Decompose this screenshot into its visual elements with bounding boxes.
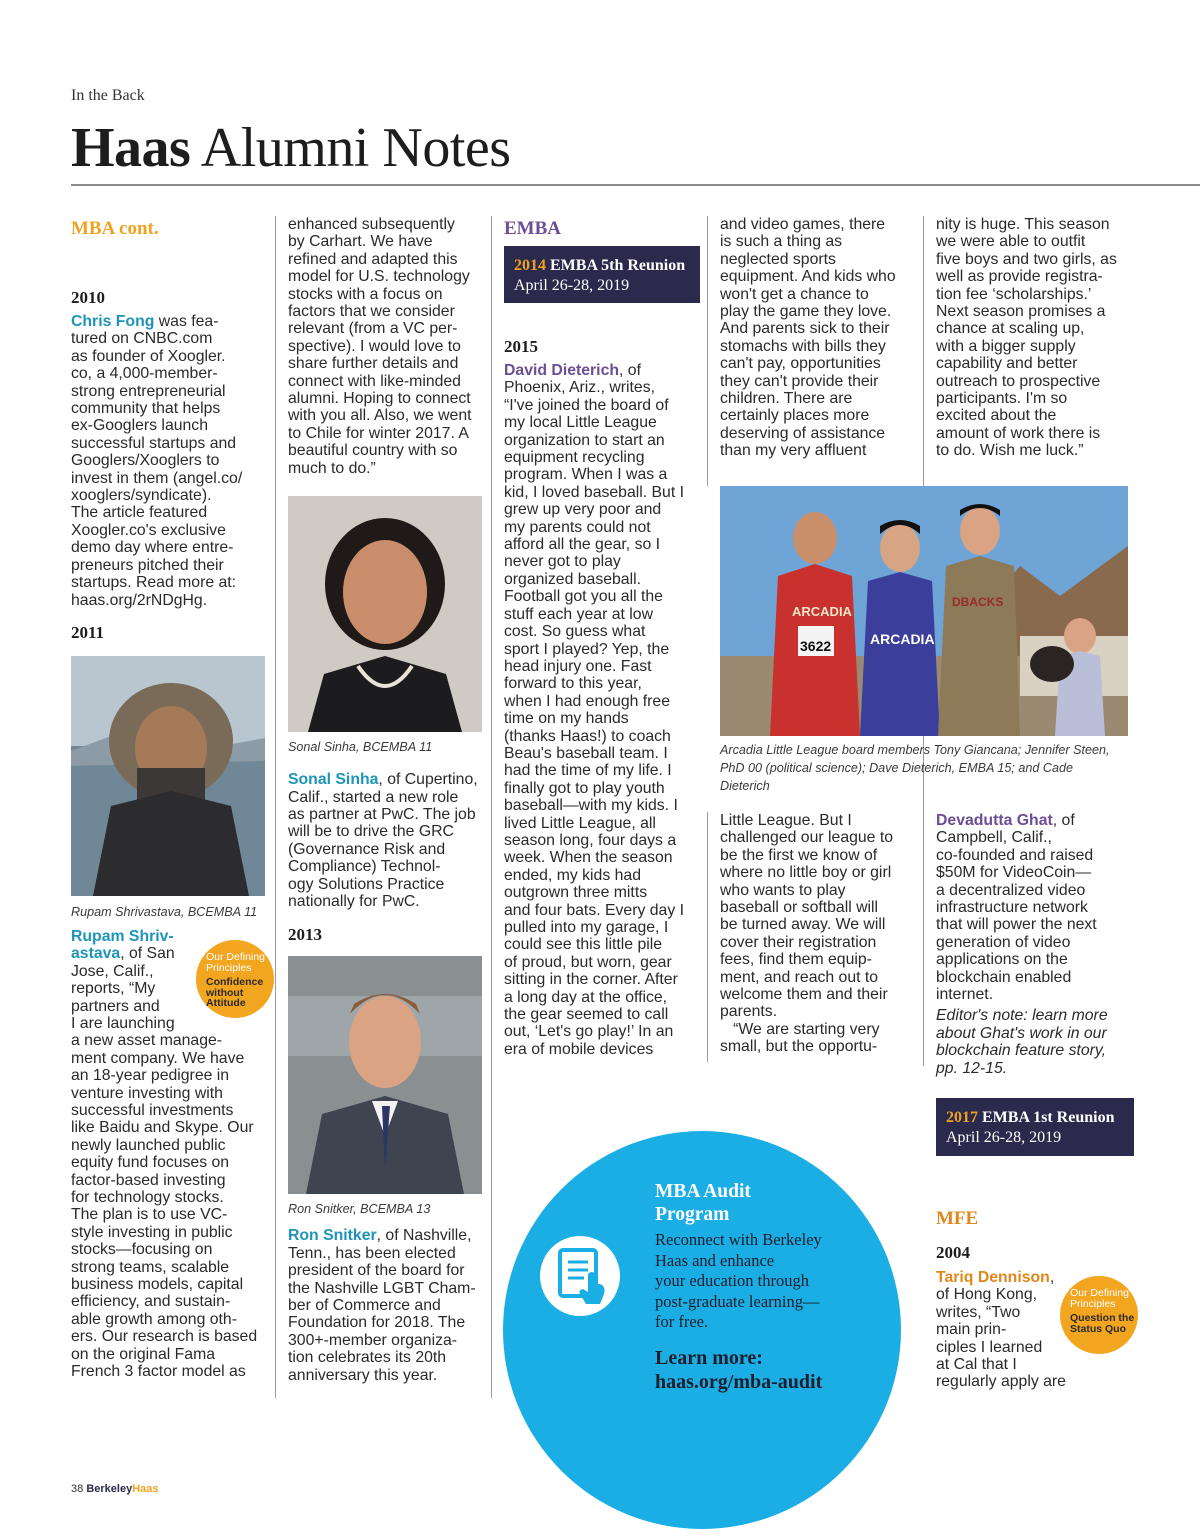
note-line: be the first we know of xyxy=(720,846,878,864)
note-line: The article featured xyxy=(71,504,208,522)
note-line: Googlers/Xooglers to xyxy=(71,452,220,470)
note-line: factors that we consider xyxy=(288,303,455,321)
header-rule xyxy=(71,184,1200,186)
note-line: on the original Fama xyxy=(71,1345,216,1363)
note-line: deserving of assistance xyxy=(720,424,886,442)
photo-caption: Arcadia Little League board members Tony Giancana; Jennifer Steen, PhD 00 (political science); Dave Dieterich, EMBA 15; and Cade Dieterich xyxy=(720,743,1110,793)
note-line: newly launched public xyxy=(71,1136,226,1154)
note-line: co-founded and raised xyxy=(936,846,1094,864)
magazine-brand-accent: Haas xyxy=(132,1483,159,1495)
note-line: who wants to play xyxy=(720,881,846,899)
photo-caption: Ron Snitker, BCEMBA 13 xyxy=(288,1202,431,1217)
note-line: ber of Commerce and xyxy=(288,1296,441,1314)
note-line: demo day where entre- xyxy=(71,539,234,557)
note-line: startups. Read more at: xyxy=(71,574,237,592)
note-line: baseball—with my kids. I xyxy=(504,797,678,815)
note-line: stocks with a focus on xyxy=(288,285,443,303)
note-line: than my very affluent xyxy=(720,442,867,460)
note-line: play the game they love. xyxy=(720,303,892,321)
note-line: $50M for VideoCoin— xyxy=(936,864,1092,882)
note-line: Next season promises a xyxy=(936,303,1106,321)
note-line: co, a 4,000-member- xyxy=(71,365,218,383)
note-line: and video games, there xyxy=(720,216,886,233)
note-line: is such a thing as xyxy=(720,233,843,251)
section-title-mba: MBA cont. xyxy=(71,218,159,239)
note-line: to do. Wish me luck.” xyxy=(936,442,1084,460)
note-line: tured on CNBC.com xyxy=(71,330,213,348)
note-line: like Baidu and Skype. Our xyxy=(71,1119,254,1137)
note-line: stocks—focusing on xyxy=(71,1241,213,1259)
principles-badge xyxy=(196,940,274,1018)
portrait-illustration xyxy=(288,956,482,1194)
note-line: had the time of my life. I xyxy=(504,762,672,780)
note-line: blockchain feature story, xyxy=(936,1042,1107,1060)
column-rule xyxy=(275,216,276,1398)
note-line: venture investing with xyxy=(71,1084,223,1102)
column-4 xyxy=(720,216,916,460)
promo-line: post-graduate learning— xyxy=(655,1291,820,1311)
note-line: fees, find them equip- xyxy=(720,951,872,969)
note-line: era of mobile devices xyxy=(504,1040,654,1058)
note-line: my parents could not xyxy=(504,518,651,536)
note-line: outgrown three mitts xyxy=(504,884,648,902)
photo-caption: Rupam Shrivastava, BCEMBA 11 xyxy=(71,904,258,919)
note-line: invest in them (angel.co/ xyxy=(71,469,243,487)
promo-line: your education through xyxy=(655,1271,809,1290)
note-line: strong entrepreneurial xyxy=(71,382,226,400)
jersey-text: ARCADIA xyxy=(870,631,935,647)
note-line: amount of work there is xyxy=(936,424,1101,442)
note-line: organized baseball. xyxy=(504,570,642,588)
note-text: , xyxy=(1049,1269,1055,1286)
note-line: (Governance Risk and xyxy=(288,840,446,858)
note-line: with a bigger supply xyxy=(936,337,1076,355)
note-line: share further details and xyxy=(288,355,459,373)
badge-principle: Question the Status Quo xyxy=(1070,1312,1135,1335)
note-text: , of Cupertino, xyxy=(378,771,478,789)
note-line: cover their registration xyxy=(720,933,877,951)
note-line: strong teams, scalable xyxy=(71,1258,230,1276)
note-text: , of Nashville, xyxy=(376,1227,472,1245)
group-photo-illustration xyxy=(720,486,1128,736)
note-line: excited about the xyxy=(936,407,1057,425)
section-title-mfe: MFE xyxy=(936,1208,979,1229)
reunion-year: 2017 xyxy=(946,1109,978,1126)
note-line: Beau's baseball team. I xyxy=(504,744,668,762)
column-2 xyxy=(288,216,484,1384)
note-line: much to do.” xyxy=(288,459,376,477)
column-rule xyxy=(491,216,492,1398)
year-heading: 2010 xyxy=(71,288,105,307)
note-line: equipment recycling xyxy=(504,449,645,467)
photo-sonal-sinha xyxy=(288,496,482,732)
note-text: , of San xyxy=(120,945,175,963)
note-line: sport I played? Yep, the xyxy=(504,640,670,658)
note-line: factor-based investing xyxy=(71,1171,226,1189)
note-line: capability and better xyxy=(936,355,1078,373)
note-line: 300+-member organiza- xyxy=(288,1331,458,1349)
photo-ron-snitker xyxy=(288,956,482,1194)
alumni-name: Tariq Dennison xyxy=(936,1269,1050,1286)
page-title xyxy=(71,116,511,180)
note-line: nationally for PwC. xyxy=(288,892,420,910)
photo-arcadia-little-league xyxy=(720,486,1128,736)
badge-label: Our Defining Principles xyxy=(1070,1287,1129,1310)
column-3 xyxy=(504,216,700,240)
portrait-illustration xyxy=(288,496,482,732)
section-kicker: In the Back xyxy=(71,87,145,104)
badge-label: Our Defining Principles xyxy=(206,951,265,974)
note-line: enhanced subsequently xyxy=(288,216,455,233)
note-line: well as provide registra- xyxy=(936,268,1103,286)
column-3-body xyxy=(504,337,700,1058)
note-line: will be to drive the GRC xyxy=(288,823,454,841)
note-line: could see this little pile xyxy=(504,936,663,954)
promo-body xyxy=(655,1230,855,1333)
note-line: main prin- xyxy=(936,1321,1007,1339)
note-line: able growth among oth- xyxy=(71,1310,237,1328)
note-line: week. When the season xyxy=(504,849,673,867)
note-line: time on my hands xyxy=(504,710,629,728)
note-line: reports, “My xyxy=(71,980,156,998)
alumni-name: Rupam Shriv- xyxy=(71,927,174,945)
note-sonal-sinha xyxy=(288,771,484,910)
reunion-banner-2017 xyxy=(936,1098,1134,1156)
race-bib-number: 3622 xyxy=(800,638,832,654)
editors-note xyxy=(936,1007,1136,1077)
note-line: a new asset manage- xyxy=(71,1032,223,1050)
note-line: neglected sports xyxy=(720,250,836,268)
note-line: five boys and two girls, as xyxy=(936,250,1117,268)
note-line: regularly apply are xyxy=(936,1373,1066,1391)
note-line: my local Little League xyxy=(504,414,657,432)
note-line: forward to this year, xyxy=(504,675,642,693)
note-line: grew up very poor and xyxy=(504,501,662,519)
note-line: small, but the opportu- xyxy=(720,1038,878,1056)
note-line: applications on the xyxy=(936,951,1068,969)
document-tap-icon-graphic xyxy=(540,1236,620,1316)
note-line: equity fund focuses on xyxy=(71,1154,230,1172)
note-line: at Cal that I xyxy=(936,1356,1017,1374)
reunion-label: EMBA 1st Reunion xyxy=(978,1109,1115,1126)
note-line: never got to play xyxy=(504,553,621,571)
note-line: haas.org/2rNDgHg. xyxy=(71,591,208,609)
promo-line: Haas and enhance xyxy=(655,1250,775,1270)
note-line: a long day at the office, xyxy=(504,988,668,1006)
page-title-light: Alumni Notes xyxy=(190,117,511,179)
note-line: ogy Solutions Practice xyxy=(288,875,445,893)
note-line: infrastructure network xyxy=(936,899,1088,917)
promo-title-line: Program xyxy=(655,1204,730,1225)
note-line: beautiful country with so xyxy=(288,442,458,460)
note-line: Tenn., has been elected xyxy=(288,1244,456,1262)
column-4-lower xyxy=(720,812,916,1056)
promo-cta-label: Learn more: xyxy=(655,1347,763,1369)
note-line: welcome them and their xyxy=(720,986,888,1004)
promo-title xyxy=(655,1180,751,1226)
note-text: , of xyxy=(619,362,641,379)
note-line: as partner at PwC. The job xyxy=(288,805,476,823)
note-line: the Nashville LGBT Cham- xyxy=(288,1279,476,1297)
note-line: xooglers/syndicate). xyxy=(71,487,212,505)
note-line: Editor's note: learn more xyxy=(936,1007,1108,1025)
promo-cta-url[interactable]: haas.org/mba-audit xyxy=(655,1371,823,1393)
note-line: ment, and reach out to xyxy=(720,968,879,986)
note-david-dieterich xyxy=(504,362,700,1058)
note-line: participants. I'm so xyxy=(936,390,1068,408)
note-text: , of xyxy=(1052,812,1075,829)
note-line: where no little boy or girl xyxy=(720,864,892,882)
note-line: model for U.S. technology xyxy=(288,268,470,286)
reunion-label: EMBA 5th Reunion xyxy=(546,257,686,274)
magazine-brand: Berkeley xyxy=(86,1483,133,1495)
note-line: relevant (from a VC per- xyxy=(288,320,458,338)
jersey-text: DBACKS xyxy=(952,595,1004,609)
note-line: stomachs with bills they xyxy=(720,337,886,355)
note-line: children. There are xyxy=(720,390,853,408)
note-line: equipment. And kids who xyxy=(720,268,896,286)
note-line: And parents sick to their xyxy=(720,320,890,338)
note-text: was fea- xyxy=(158,313,219,330)
note-line: Jose, Calif., xyxy=(71,962,154,980)
portrait-illustration xyxy=(71,656,265,896)
note-ron-snitker xyxy=(288,1227,484,1384)
note-line: community that helps xyxy=(71,400,221,418)
note-line: Xoogler.co's exclusive xyxy=(71,521,226,539)
note-line: a decentralized video xyxy=(936,881,1086,899)
note-continued xyxy=(288,216,484,477)
note-line: by Carhart. We have xyxy=(288,233,433,251)
promo-title-line: MBA Audit xyxy=(655,1181,751,1202)
note-line: and four bats. Every day I xyxy=(504,901,685,919)
reunion-banner-2014 xyxy=(504,246,700,303)
page-footer xyxy=(71,1483,158,1495)
note-line: that will power the next xyxy=(936,916,1097,934)
note-line: successful startups and xyxy=(71,434,237,452)
note-line: style investing in public xyxy=(71,1223,233,1241)
note-line: nity is huge. This season xyxy=(936,216,1110,233)
note-line: partners and xyxy=(71,997,160,1015)
note-line: they can't provide their xyxy=(720,372,879,390)
note-line: business models, capital xyxy=(71,1276,244,1294)
note-line: ciples I learned xyxy=(936,1338,1043,1356)
note-line: successful investments xyxy=(71,1101,234,1119)
note-line: kid, I loved baseball. But I xyxy=(504,483,685,501)
note-line: anniversary this year. xyxy=(288,1366,438,1384)
column-rule xyxy=(707,216,708,486)
note-line: of proud, but worn, gear xyxy=(504,953,672,971)
note-line: tion celebrates its 20th xyxy=(288,1349,447,1367)
note-line: spective). I would love to xyxy=(288,337,461,355)
note-line: to Chile for winter 2017. A xyxy=(288,424,469,442)
year-heading: 2015 xyxy=(504,337,538,356)
column-5 xyxy=(936,216,1136,460)
note-line: “We are starting very xyxy=(720,1020,880,1038)
note-line: ers. Our research is based xyxy=(71,1328,258,1346)
note-line: Campbell, Calif., xyxy=(936,829,1052,847)
note-line: tion fee ‘scholarships.’ xyxy=(936,285,1092,303)
note-line: when I had enough free xyxy=(504,692,670,710)
note-line: the gear seemed to call xyxy=(504,1006,669,1024)
page-title-bold: Haas xyxy=(71,117,191,179)
note-line: won't get a chance to xyxy=(720,285,869,303)
column-1 xyxy=(71,216,267,1380)
note-line: preneurs pitched their xyxy=(71,556,224,574)
note-line: I are launching xyxy=(71,1014,175,1032)
principles-badge xyxy=(1060,1276,1138,1354)
promo-line: for free. xyxy=(655,1312,709,1331)
note-line: Little League. But I xyxy=(720,812,852,829)
note-line: French 3 factor model as xyxy=(71,1363,246,1381)
note-line: with you all. Also, we went xyxy=(288,407,472,425)
note-line: certainly places more xyxy=(720,407,870,425)
note-line: season long, four days a xyxy=(504,831,677,849)
note-line: cost. So guess what xyxy=(504,623,646,641)
note-line: parents. xyxy=(720,1003,778,1021)
alumni-name: Chris Fong xyxy=(71,313,155,330)
note-line: Phoenix, Ariz., writes, xyxy=(504,379,656,397)
note-line: program. When I was a xyxy=(504,466,668,484)
jersey-text: ARCADIA xyxy=(792,604,852,619)
note-line: pulled into my garage, I xyxy=(504,919,669,936)
alumni-name: David Dieterich xyxy=(504,362,620,379)
section-title-emba: EMBA xyxy=(504,218,561,239)
note-line: connect with like-minded xyxy=(288,372,461,390)
reunion-year: 2014 xyxy=(514,257,546,274)
note-line: about Ghat's work in our xyxy=(936,1024,1107,1042)
note-line: stuff each year at low xyxy=(504,605,653,623)
note-line: ended, my kids had xyxy=(504,866,641,884)
note-line: afford all the gear, so I xyxy=(504,536,661,554)
note-line: ment company. We have xyxy=(71,1049,245,1067)
note-line: “I've joined the board of xyxy=(504,396,669,414)
note-line: refined and adapted this xyxy=(288,250,458,268)
note-line: president of the board for xyxy=(288,1262,465,1280)
year-heading: 2011 xyxy=(71,622,105,642)
note-line: of Hong Kong, xyxy=(936,1286,1037,1304)
note-line: Foundation for 2018. The xyxy=(288,1314,466,1332)
photo-caption: Sonal Sinha, BCEMBA 11 xyxy=(288,740,433,755)
promo-line: Reconnect with Berkeley xyxy=(655,1230,822,1249)
note-line: blockchain enabled xyxy=(936,968,1072,986)
note-line: head injury one. Fast xyxy=(504,657,652,675)
alumni-name: astava xyxy=(71,945,121,963)
note-line: The plan is to use VC- xyxy=(71,1206,228,1224)
promo-link[interactable] xyxy=(655,1346,822,1394)
note-line: (thanks Haas!) to coach xyxy=(504,727,671,745)
note-line: we were able to outfit xyxy=(936,233,1086,251)
note-chris-fong xyxy=(71,313,267,609)
note-line: sitting in the corner. After xyxy=(504,971,678,989)
badge-principle: Confidence without Attitude xyxy=(206,976,264,1009)
note-line: internet. xyxy=(936,986,994,1004)
note-line: Compliance) Technol- xyxy=(288,858,441,876)
note-line: Football got you all the xyxy=(504,588,663,606)
note-line: outreach to prospective xyxy=(936,372,1101,390)
alumni-name: Sonal Sinha xyxy=(288,771,379,789)
column-rule xyxy=(707,812,708,1062)
alumni-name: Ron Snitker xyxy=(288,1227,377,1245)
year-heading: 2004 xyxy=(936,1243,970,1262)
note-line: efficiency, and sustain- xyxy=(71,1293,231,1311)
note-line: alumni. Hoping to connect xyxy=(288,390,471,408)
document-tap-icon xyxy=(540,1236,620,1316)
note-line: for technology stocks. xyxy=(71,1189,224,1206)
note-line: be turned away. We will xyxy=(720,916,886,934)
note-devadutta-ghat xyxy=(936,812,1136,1003)
note-line: baseball or softball will xyxy=(720,899,879,917)
note-line: ex-Googlers launch xyxy=(71,417,208,435)
note-line: can't pay, opportunities xyxy=(720,355,881,373)
note-line: writes, “Two xyxy=(936,1303,1021,1321)
note-line: finally got to play youth xyxy=(504,779,665,797)
note-line: as founder of Xoogler. xyxy=(71,347,226,365)
note-line: organization to start an xyxy=(504,431,665,449)
reunion-date: April 26-28, 2019 xyxy=(946,1129,1062,1146)
note-line: challenged our league to xyxy=(720,829,894,847)
note-line: out, ‘Let's go play!’ In an xyxy=(504,1023,674,1041)
column-5-lower xyxy=(936,812,1136,1077)
note-line: lived Little League, all xyxy=(504,814,656,832)
reunion-date: April 26-28, 2019 xyxy=(514,277,630,294)
note-line: Calif., started a new role xyxy=(288,788,459,806)
page-number: 38 xyxy=(71,1483,84,1495)
photo-rupam-shrivastava xyxy=(71,656,265,896)
note-line: generation of video xyxy=(936,933,1071,951)
note-line: chance at scaling up, xyxy=(936,320,1085,338)
note-line: an 18-year pedigree in xyxy=(71,1067,230,1085)
year-heading: 2013 xyxy=(288,925,322,945)
note-line: pp. 12-15. xyxy=(936,1059,1008,1077)
alumni-name: Devadutta Ghat xyxy=(936,812,1053,829)
